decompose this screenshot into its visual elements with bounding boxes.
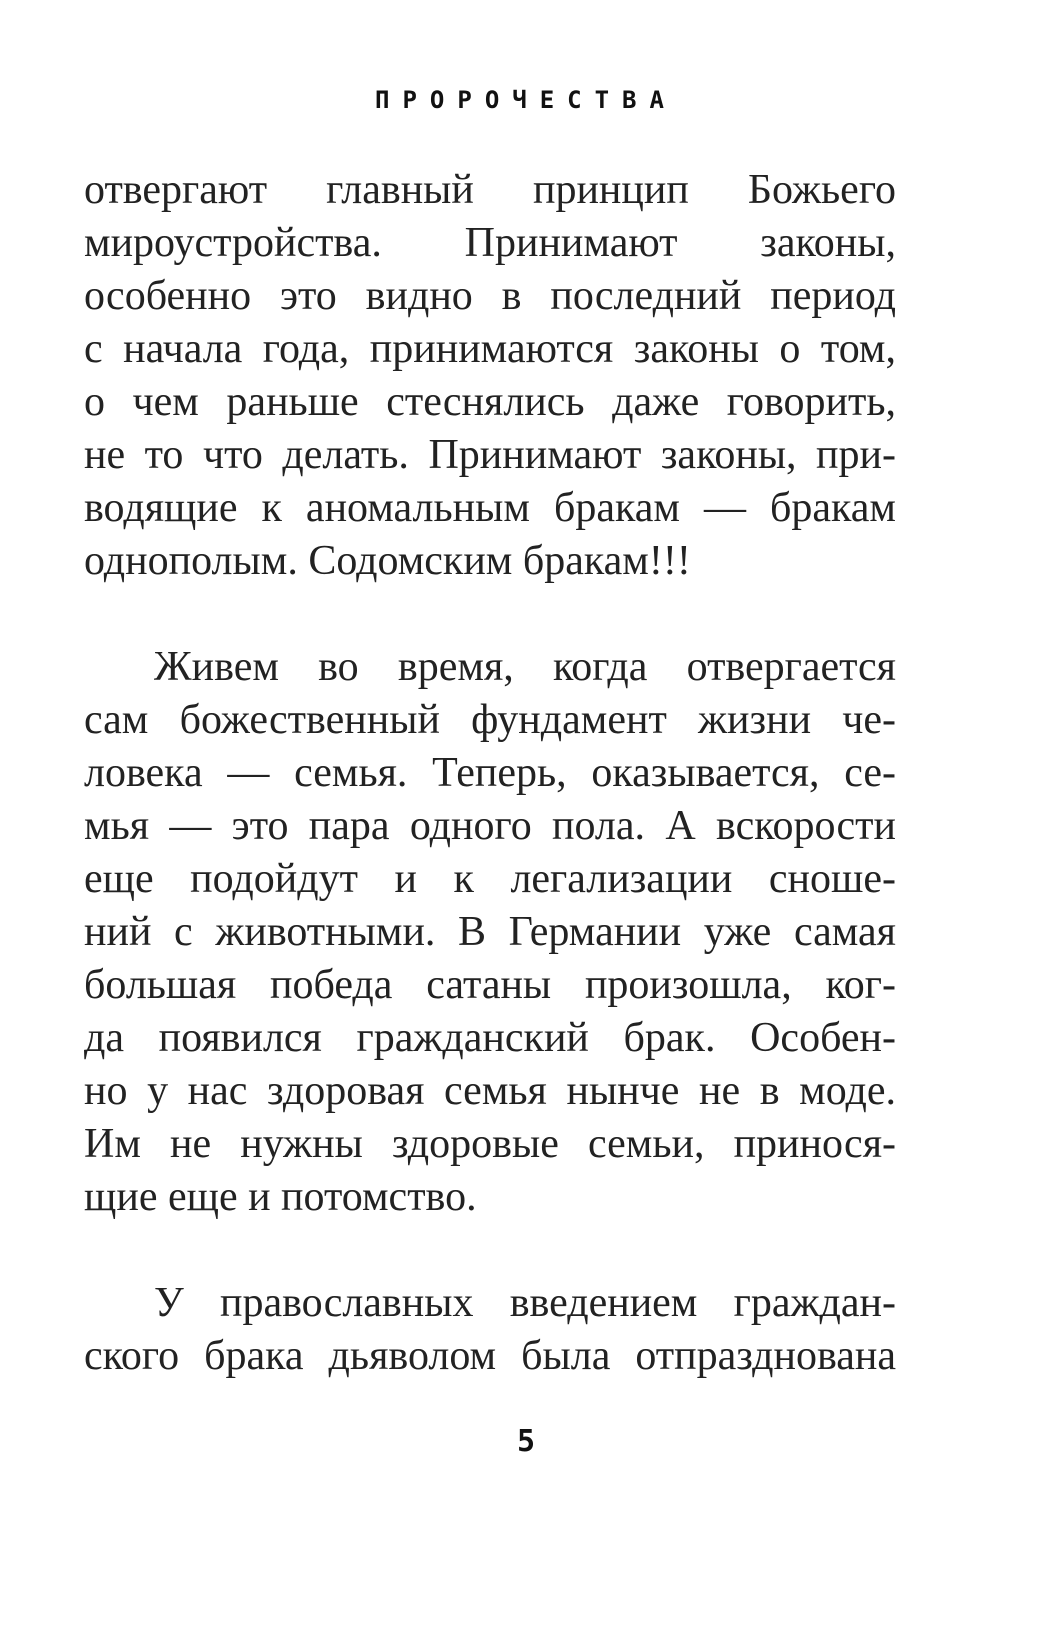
text-line: но у нас здоровая семья нынче не в моде.	[84, 1068, 896, 1114]
text-line: мья — это пара одного пола. А вскорости	[84, 803, 896, 849]
text-line: мироустройства. Принимают законы,	[84, 220, 896, 266]
paragraph-1	[84, 164, 896, 588]
text-line: Им не нужны здоровые семьи, принося-	[84, 1121, 896, 1167]
text-line: сам божественный фундамент жизни че-	[84, 697, 896, 743]
text-line: о чем раньше стеснялись даже говорить,	[84, 379, 896, 425]
text-line: еще подойдут и к легализации сноше-	[84, 856, 896, 902]
paragraph-3	[84, 1277, 896, 1383]
text-line: большая победа сатаны произошла, ког-	[84, 962, 896, 1008]
text-line: Живем во время, когда отвергается	[154, 644, 896, 690]
running-head: ПРОРОЧЕСТВА	[375, 86, 677, 114]
text-line: ловека — семья. Теперь, оказывается, се-	[84, 750, 896, 796]
page-number: 5	[516, 1424, 536, 1459]
text-line: ского брака дьяволом была отпразднована	[84, 1333, 896, 1379]
text-line: однополым. Содомским бракам!!!	[84, 538, 691, 584]
text-line: да появился гражданский брак. Особен-	[84, 1015, 896, 1061]
text-line: ний с животными. В Германии уже самая	[84, 909, 896, 955]
text-line: не то что делать. Принимают законы, при-	[84, 432, 896, 478]
text-line: особенно это видно в последний период	[84, 273, 896, 319]
text-line: щие еще и потомство.	[84, 1174, 477, 1220]
text-line: отвергают главный принцип Божьего	[84, 167, 896, 213]
text-line: с начала года, принимаются законы о том,	[84, 326, 896, 372]
paragraph-2	[84, 641, 896, 1224]
text-line: У православных введением граждан-	[154, 1280, 896, 1326]
body-text	[84, 164, 896, 1383]
text-line: водящие к аномальным бракам — бракам	[84, 485, 896, 531]
